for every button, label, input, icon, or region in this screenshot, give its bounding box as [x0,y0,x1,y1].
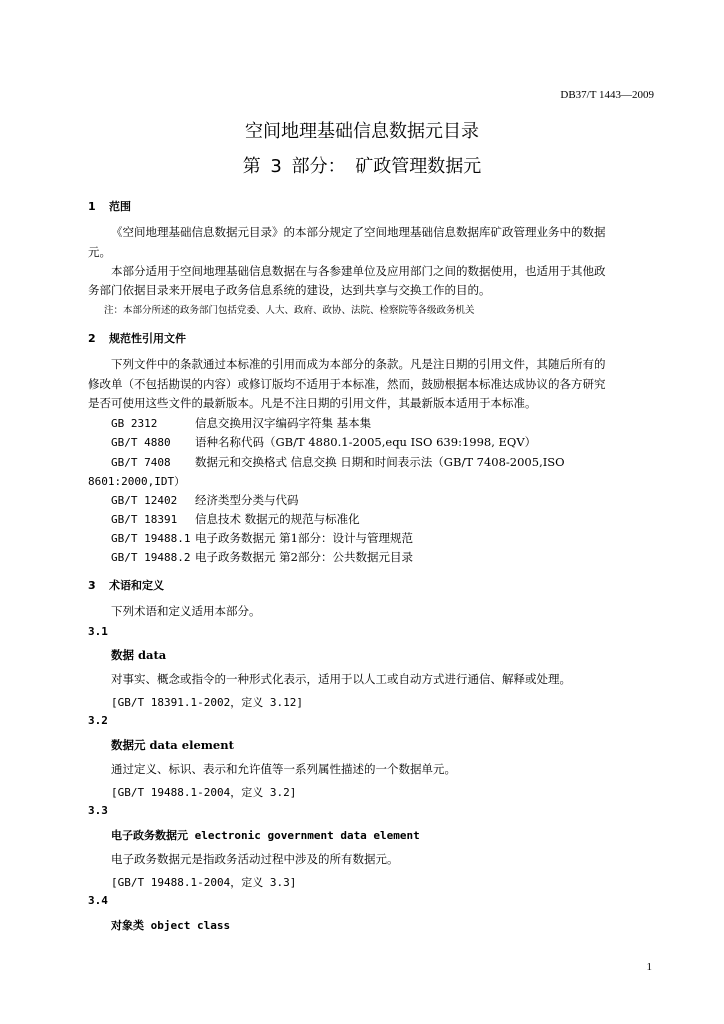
reference-code: GB/T 18391 [111,513,178,526]
term-source: [GB/T 19488.1-2004，定义 3.2] [111,786,297,799]
term-number: 3.2 [88,714,108,727]
section-number: 2 [88,332,96,345]
reference-title: 电子政务数据元 第2部分：公共数据元目录 [195,550,413,564]
term-definition: 电子政务数据元是指政务活动过程中涉及的所有数据元。 [111,852,399,866]
term-name: 数据 data [111,648,167,662]
document-title: 空间地理基础信息数据元目录 [245,121,479,142]
reference-item [111,492,299,508]
note: 注：本部分所述的政务部门包括党委、人大、政府、政协、法院、检察院等各级政务机关 [104,305,475,316]
paragraph-line: 本部分适用于空间地理基础信息数据在与各参建单位及应用部门之间的数据使用，也适用于其他政 [111,264,606,278]
reference-item [111,511,360,527]
section-number: 3 [88,579,96,592]
term-number: 3.3 [88,804,108,817]
reference-title: 语种名称代码（GB/T 4880.1-2005,equ ISO 639:1998, EQV） [195,435,537,449]
reference-title: 数据元和交换格式 信息交换 日期和时间表示法（GB/T 7408-2005,ISO [195,455,565,469]
standard-code: DB37/T 1443—2009 [560,89,654,101]
reference-title: 经济类型分类与代码 [195,493,299,507]
term-definition: 通过定义、标识、表示和允许值等一系列属性描述的一个数据单元。 [111,762,456,776]
reference-item [111,415,371,431]
paragraph-line: 元。 [88,245,111,259]
reference-item [111,454,565,470]
reference-title: 信息交换用汉字编码字符集 基本集 [195,416,372,430]
section-3-heading [88,577,164,593]
term-name: 对象类 object class [111,919,231,932]
section-1-heading [88,198,131,214]
section-title: 范围 [109,200,131,213]
paragraph-line: 是否可使用这些文件的最新版本。凡是不注日期的引用文件，其最新版本适用于本标准。 [88,396,537,410]
section-2-heading [88,330,186,346]
term-definition: 对事实、概念或指令的一种形式化表示，适用于以人工或自动方式进行通信、解释或处理。 [111,672,571,686]
reference-title: 电子政务数据元 第1部分：设计与管理规范 [195,531,413,545]
paragraph-line: 务部门依据目录来开展电子政务信息系统的建设，达到共享与交换工作的目的。 [88,283,491,297]
paragraph-line: 下列文件中的条款通过本标准的引用而成为本部分的条款。凡是注日期的引用文件，其随后所有的 [111,357,606,371]
reference-title: 信息技术 数据元的规范与标准化 [195,512,360,526]
reference-code: GB/T 4880 [111,436,171,449]
reference-code: GB 2312 [111,417,158,430]
reference-continuation: 8601:2000,IDT） [88,475,186,488]
reference-code: GB/T 19488.2 [111,551,191,564]
term-name: 电子政务数据元 electronic government data element [111,829,420,842]
reference-item [111,549,413,565]
term-number: 3.4 [88,894,108,907]
section-title: 术语和定义 [109,579,164,592]
term-number: 3.1 [88,625,108,638]
reference-code: GB/T 19488.1 [111,532,191,545]
page-number: 1 [646,961,652,973]
part-title: 第 3 部分： 矿政管理数据元 [242,156,482,177]
reference-code: GB/T 12402 [111,494,178,507]
paragraph-line: 修改单（不包括勘误的内容）或修订版均不适用于本标准，然而，鼓励根据本标准达成协议的各方研究 [88,377,606,391]
term-source: [GB/T 19488.1-2004，定义 3.3] [111,876,297,889]
term-name: 数据元 data element [111,738,234,752]
reference-item [111,434,536,450]
paragraph-line: 下列术语和定义适用本部分。 [111,604,261,618]
reference-code: GB/T 7408 [111,456,171,469]
section-title: 规范性引用文件 [109,332,186,345]
term-source: [GB/T 18391.1-2002，定义 3.12] [111,696,303,709]
paragraph-line: 《空间地理基础信息数据元目录》的本部分规定了空间地理基础信息数据库矿政管理业务中的数据 [111,225,606,239]
reference-item [111,530,413,546]
section-number: 1 [88,200,96,213]
